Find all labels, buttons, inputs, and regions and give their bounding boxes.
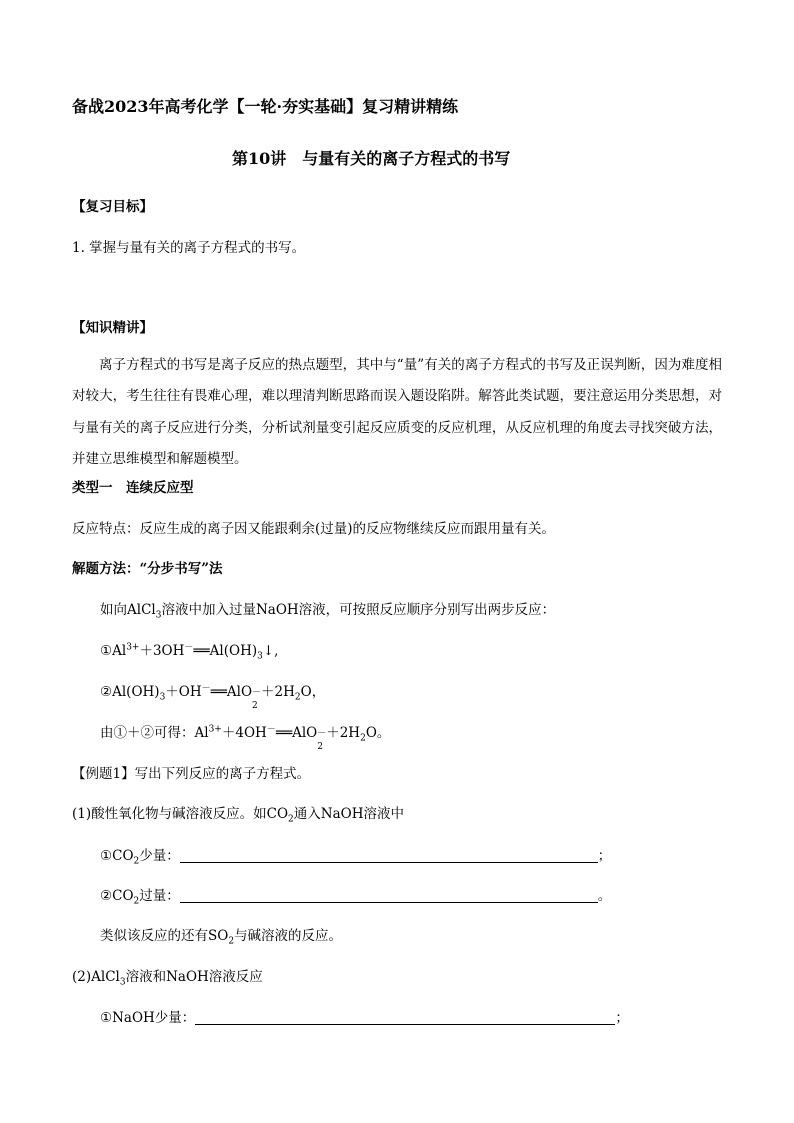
objective-item: 1. 掌握与量有关的离子方程式的书写。 [72, 240, 306, 256]
circled-number: ② [100, 684, 113, 700]
answer-blank[interactable] [195, 1010, 615, 1025]
question-1: (1)酸性氧化物与碱溶液反应。如$CO_2$通入NaOH溶液中 [72, 806, 404, 825]
example-intro: 如向AlCl$_3$溶液中加入过量NaOH溶液，可按照反应顺序分别写出两步反应： [100, 602, 556, 621]
reaction-feature: 反应特点：反应生成的离子因又能跟剩余(过量)的反应物继续反应而跟用量有关。 [72, 521, 556, 537]
lecture-title: 第10讲 与量有关的离子方程式的书写 [232, 149, 511, 168]
circled-number: ① [100, 643, 113, 659]
answer-blank[interactable] [180, 888, 598, 903]
question-1-2: $②CO_2$过量： 。 [100, 888, 612, 907]
equation-step2: $②Al(OH)_3+OH^-══AlO$ － 2 $+2H_2O$， [100, 683, 326, 711]
document-title: 备战2023年高考化学【一轮·夯实基础】复习精讲精练 [72, 97, 459, 116]
intro-paragraph: 离子方程式的书写是离子反应的热点题型，其中与“量”有关的离子方程式的书写及正误判断，因为难度相对较大，考生往往有畏难心理，难以理清判断思路而误入题设陷阱。解答此类试题，要注意运用分类思想，对与量有关的离子反应进行分类，分析试剂量变引起反应质变的反应机理，从反应机理的角度去寻找突破方法，并建立思维模型和解题模型。 [72, 357, 722, 467]
question-2-1: ①NaOH少量： ； [100, 1010, 629, 1026]
equation-step1: $①Al^{3+}+3OH^-══Al(OH)_3↓$, [100, 642, 279, 662]
solution-method: 解题方法：“分步书写”法 [72, 561, 223, 577]
equation-combined: 由①＋②可得：$Al^{3+}+4OH^-══AlO$ － 2 $+2H_2O$。 [100, 724, 391, 752]
question-1-1: $①CO_2$少量： ； [100, 848, 612, 867]
type1-heading: 类型一 连续反应型 [72, 480, 194, 496]
similar-note: 类似该反应的还有$SO_2$与碱溶液的反应。 [100, 928, 343, 947]
example1-heading: 【例题1】写出下列反应的离子方程式。 [72, 766, 311, 782]
knowledge-heading: 【知识精讲】 [72, 320, 153, 336]
answer-blank[interactable] [180, 848, 598, 863]
question-2: (2)AlCl$_3$溶液和NaOH溶液反应 [72, 969, 263, 988]
objectives-heading: 【复习目标】 [72, 199, 153, 215]
